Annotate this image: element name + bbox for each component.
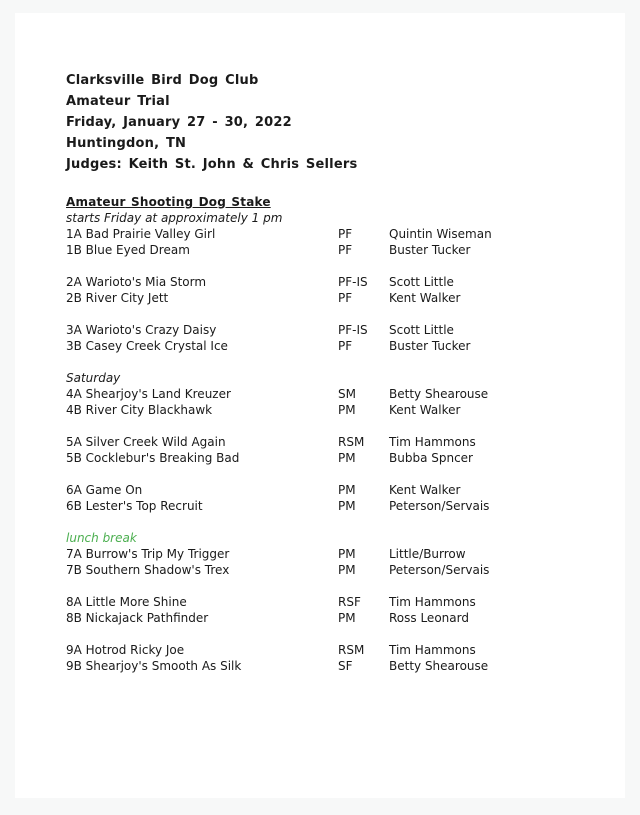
dog-name: 8B Nickajack Pathfinder <box>66 611 209 625</box>
event-dates: Friday, January 27 - 30, 2022 <box>66 115 292 130</box>
entry-row <box>66 242 585 258</box>
dog-name: 5A Silver Creek Wild Again <box>66 435 226 449</box>
breed-sex-code: PF <box>338 291 353 305</box>
dog-name: 3A Warioto's Crazy Daisy <box>66 323 217 337</box>
start-time-note: starts Friday at approximately 1 pm <box>66 211 283 225</box>
brace-8 <box>66 594 585 626</box>
dog-name: 9B Shearjoy's Smooth As Silk <box>66 659 242 673</box>
breed-sex-code: PM <box>338 499 356 513</box>
dog-name: 7A Burrow's Trip My Trigger <box>66 547 230 561</box>
entry-row <box>66 562 585 578</box>
day-label-saturday: Saturday <box>66 371 121 385</box>
breed-sex-code: SF <box>338 659 353 673</box>
breed-sex-code: PM <box>338 611 356 625</box>
brace-3 <box>66 322 585 354</box>
dog-name: 2A Warioto's Mia Storm <box>66 275 207 289</box>
entry-row <box>66 322 585 338</box>
dog-name: 5B Cocklebur's Breaking Bad <box>66 451 240 465</box>
handler-name: Scott Little <box>389 323 454 337</box>
entry-row <box>66 226 585 242</box>
entry-row <box>66 274 585 290</box>
entry-row <box>66 610 585 626</box>
entry-row <box>66 290 585 306</box>
handler-name: Tim Hammons <box>389 643 476 657</box>
breed-sex-code: RSM <box>338 643 365 657</box>
entry-row <box>66 338 585 354</box>
entry-row <box>66 498 585 514</box>
breed-sex-code: RSM <box>338 435 365 449</box>
entry-row <box>66 594 585 610</box>
breed-sex-code: PM <box>338 403 356 417</box>
judges-line: Judges: Keith St. John & Chris Sellers <box>66 157 358 172</box>
breed-sex-code: PF <box>338 339 353 353</box>
breed-sex-code: PF-IS <box>338 323 368 337</box>
dog-name: 6A Game On <box>66 483 143 497</box>
handler-name: Buster Tucker <box>389 243 471 257</box>
dog-name: 4B River City Blackhawk <box>66 403 213 417</box>
handler-name: Tim Hammons <box>389 435 476 449</box>
brace-4 <box>66 386 585 418</box>
brace-2 <box>66 274 585 306</box>
lunch-break-label: lunch break <box>66 531 137 545</box>
breed-sex-code: SM <box>338 387 356 401</box>
breed-sex-code: PM <box>338 547 356 561</box>
dog-name: 1B Blue Eyed Dream <box>66 243 190 257</box>
club-name: Clarksville Bird Dog Club <box>66 73 259 88</box>
entry-row <box>66 482 585 498</box>
dog-name: 6B Lester's Top Recruit <box>66 499 203 513</box>
brace-7 <box>66 546 585 578</box>
stake-title: Amateur Shooting Dog Stake <box>66 195 271 209</box>
event-location: Huntingdon, TN <box>66 136 187 151</box>
entry-row <box>66 546 585 562</box>
handler-name: Scott Little <box>389 275 454 289</box>
entry-row <box>66 402 585 418</box>
brace-6 <box>66 482 585 514</box>
handler-name: Peterson/Servais <box>389 499 490 513</box>
handler-name: Kent Walker <box>389 483 461 497</box>
breed-sex-code: PM <box>338 483 356 497</box>
event-name: Amateur Trial <box>66 94 170 109</box>
dog-name: 3B Casey Creek Crystal Ice <box>66 339 228 353</box>
handler-name: Kent Walker <box>389 403 461 417</box>
breed-sex-code: PF <box>338 243 353 257</box>
handler-name: Ross Leonard <box>389 611 469 625</box>
dog-name: 8A Little More Shine <box>66 595 187 609</box>
handler-name: Tim Hammons <box>389 595 476 609</box>
handler-name: Little/Burrow <box>389 547 466 561</box>
handler-name: Peterson/Servais <box>389 563 490 577</box>
stake-schedule <box>66 194 585 674</box>
handler-name: Betty Shearouse <box>389 659 489 673</box>
breed-sex-code: PF <box>338 227 353 241</box>
entry-row <box>66 434 585 450</box>
breed-sex-code: PM <box>338 563 356 577</box>
breed-sex-code: RSF <box>338 595 361 609</box>
document-header <box>66 70 585 175</box>
entry-row <box>66 386 585 402</box>
breed-sex-code: PM <box>338 451 356 465</box>
handler-name: Bubba Spncer <box>389 451 473 465</box>
dog-name: 7B Southern Shadow's Trex <box>66 563 230 577</box>
handler-name: Buster Tucker <box>389 339 471 353</box>
document-page <box>15 13 625 798</box>
brace-5 <box>66 434 585 466</box>
brace-1 <box>66 226 585 258</box>
entry-row <box>66 658 585 674</box>
brace-9 <box>66 642 585 674</box>
dog-name: 1A Bad Prairie Valley Girl <box>66 227 216 241</box>
dog-name: 9A Hotrod Ricky Joe <box>66 643 185 657</box>
entry-row <box>66 642 585 658</box>
dog-name: 4A Shearjoy's Land Kreuzer <box>66 387 231 401</box>
handler-name: Betty Shearouse <box>389 387 489 401</box>
breed-sex-code: PF-IS <box>338 275 368 289</box>
dog-name: 2B River City Jett <box>66 291 169 305</box>
entry-row <box>66 450 585 466</box>
handler-name: Quintin Wiseman <box>389 227 492 241</box>
handler-name: Kent Walker <box>389 291 461 305</box>
